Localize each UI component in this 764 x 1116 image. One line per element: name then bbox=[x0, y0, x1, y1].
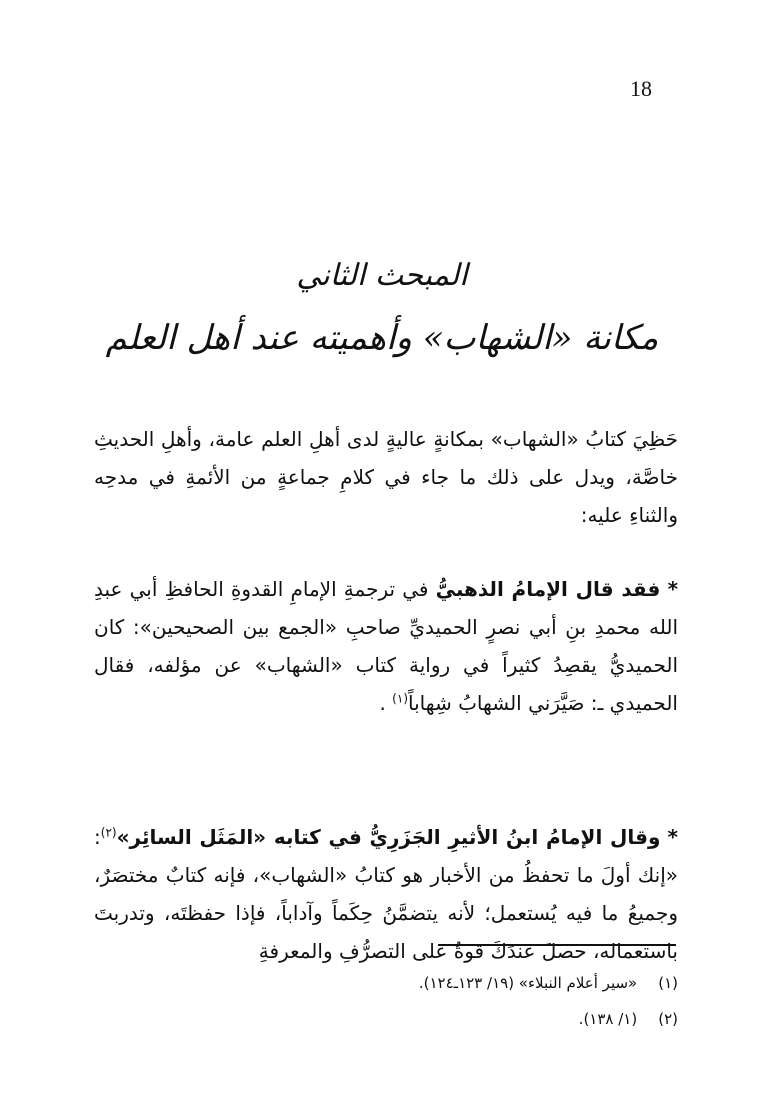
bullet-marker: * bbox=[667, 577, 679, 601]
footnote-divider bbox=[438, 944, 676, 946]
paragraph-end: . bbox=[379, 691, 386, 715]
section-heading: المبحث الثاني bbox=[296, 258, 468, 293]
paragraph-text: : «إنك أولَ ما تحفظُ من الأخبار هو كتابُ «الشهاب»، فإنه كتابٌ مختصَرٌ، وجميعُ ما فيه يُستعمل؛ لأنه يتضمَّنُ حِكَماً وآداباً، فإذا حفظتَه، وتدربتَ باستعماله، حصلَ عندَكَ قوةٌ على التصرُّفِ والمعرفةِ bbox=[94, 825, 678, 963]
page-number: 18 bbox=[630, 76, 652, 101]
footnote-ref[interactable]: (١) bbox=[392, 691, 408, 706]
paragraph-dhahabi bbox=[94, 570, 678, 722]
footnote-text: (١/ ١٣٨). bbox=[578, 1010, 638, 1028]
paragraph-lead: وقال الإمامُ ابنُ الأثيرِ الجَزَرِيُّ في كتابه «المَثَل السائِر» bbox=[116, 825, 661, 849]
paragraph-ibn-athir bbox=[94, 818, 678, 970]
footnote-ref[interactable]: (٢) bbox=[100, 825, 117, 840]
paragraph-lead: فقد قال الإمامُ الذهبيُّ bbox=[435, 577, 661, 601]
footnote-1 bbox=[94, 970, 678, 996]
footnote-number: (٢) bbox=[658, 1010, 678, 1028]
footnote-text: «سير أعلام النبلاء» (١٩/ ١٢٣ـ١٢٤). bbox=[418, 974, 638, 992]
footnote-number: (١) bbox=[658, 974, 678, 992]
bullet-marker: * bbox=[667, 825, 679, 849]
section-subheading: مكانة «الشهاب» وأهميته عند أهل العلم bbox=[105, 318, 659, 358]
footnote-2 bbox=[94, 1006, 678, 1032]
paragraph-text: في ترجمةِ الإمامِ القدوةِ الحافظِ أبي عبدِ الله محمدِ بنِ أبي نصرٍ الحميديِّ صاحبِ «الجمع بين الصحيحين»: كان الحميديُّ يقصِدُ كثيراً في رواية كتاب «الشهاب» عن مؤلفه، فقال الحميدي ـ: صَيَّرَني الشهابُ شِهاباً bbox=[94, 577, 678, 715]
paragraph-intro: حَظِيَ كتابُ «الشهاب» بمكانةٍ عاليةٍ لدى أهلِ العلم عامة، وأهلِ الحديثِ خاصَّة، ويدل على ذلك ما جاء في كلامِ جماعةٍ من الأئمةِ في مدحِه والثناءِ عليه: bbox=[94, 427, 678, 527]
